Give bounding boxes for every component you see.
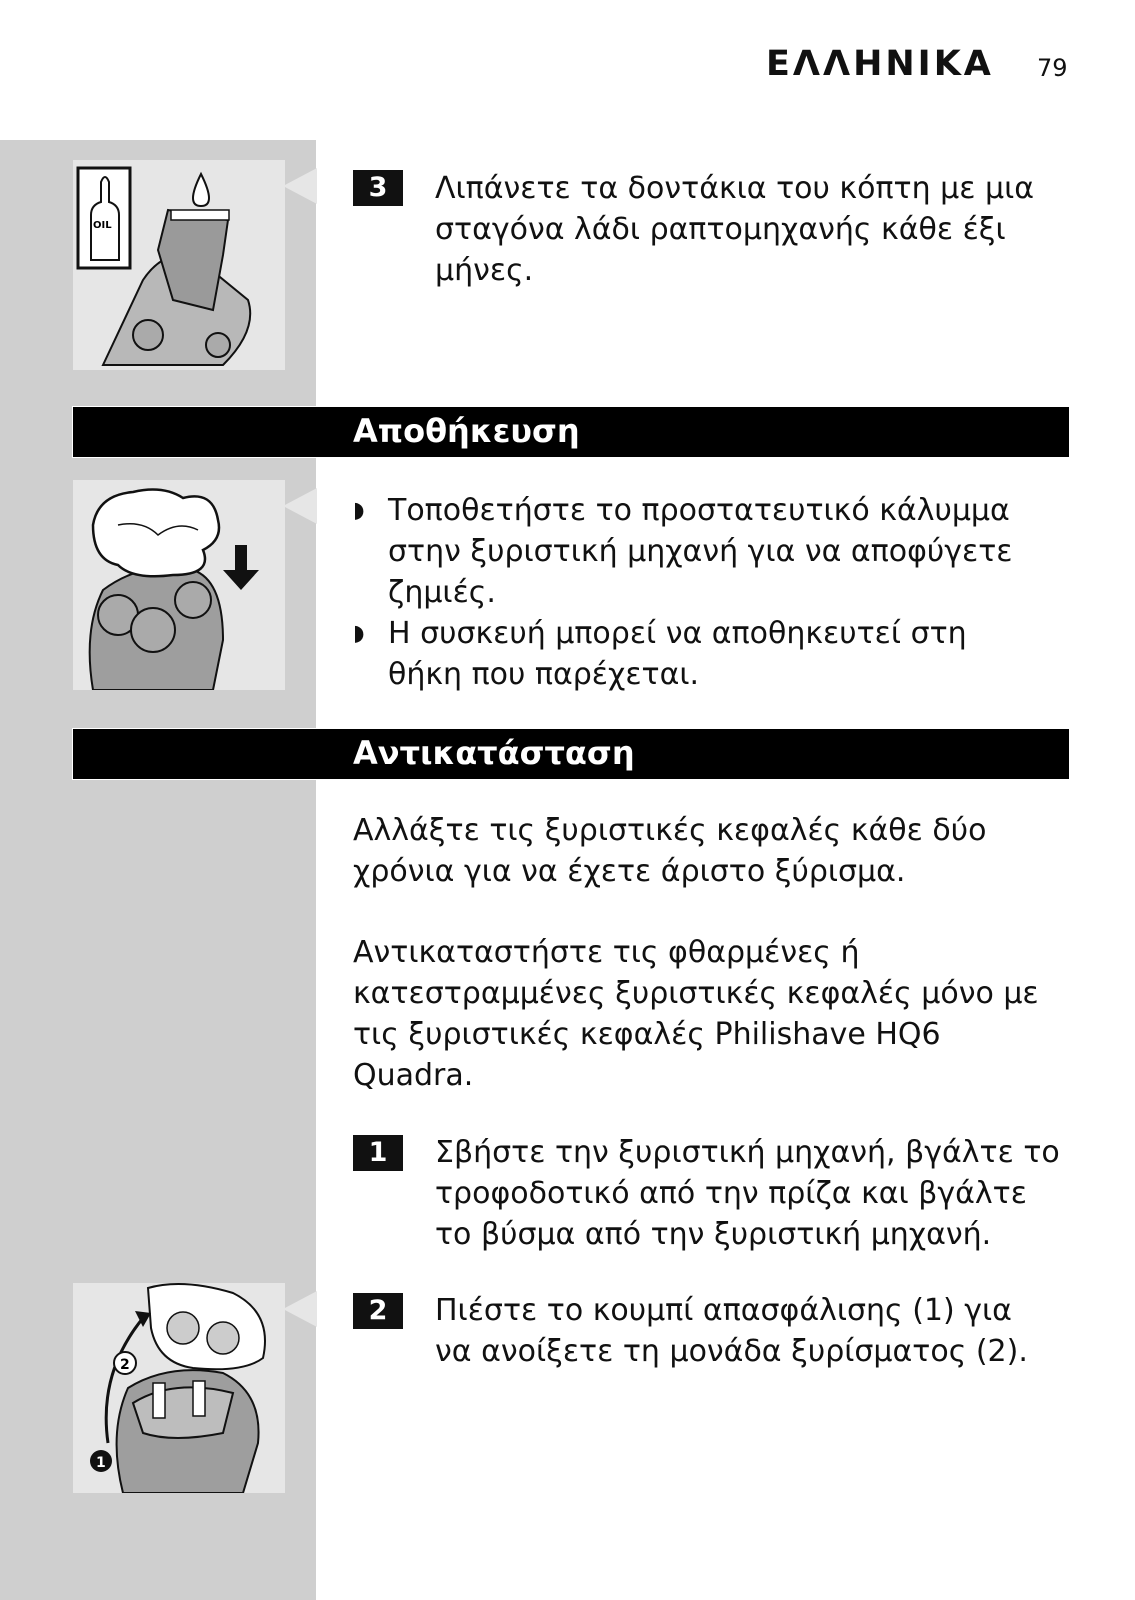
replacement-paragraph-1: [353, 810, 986, 892]
bullet-icon: ◗: [353, 621, 365, 646]
bullet-icon: ◗: [353, 498, 365, 523]
down-arrow-icon: [223, 545, 259, 590]
protective-cap-illustration: [73, 480, 285, 690]
replacement-step1-text: [435, 1132, 1060, 1255]
storage-title: Αποθήκευση: [353, 412, 580, 450]
text-line: Quadra.: [353, 1058, 474, 1093]
text-line: μήνες.: [435, 253, 534, 288]
text-line: κατεστραμμένες ξυριστικές κεφαλές μόνο με: [353, 976, 1039, 1011]
replacement-paragraph-2: [353, 932, 1039, 1096]
replacement-heading-bar: [72, 728, 1070, 780]
text-line: Αλλάξτε τις ξυριστικές κεφαλές κάθε δύο: [353, 813, 987, 848]
storage-heading-bar: [72, 406, 1070, 458]
text-line: στην ξυριστική μηχανή για να αποφύγετε: [388, 534, 1013, 569]
text-line: ζημιές.: [388, 575, 496, 610]
storage-bullet-1: [388, 490, 1013, 613]
callout-pointer: [283, 1291, 317, 1327]
step-badge-3: 3: [353, 170, 403, 206]
callout-pointer: [283, 488, 317, 524]
replacement-step2-text: [435, 1290, 1028, 1372]
language-header: ΕΛΛΗΝΙΚΑ: [766, 44, 994, 84]
oil-trimmer-illustration: [73, 160, 285, 370]
text-line: σταγόνα λάδι ραπτομηχανής κάθε έξι: [435, 212, 1006, 247]
oil-label: OIL: [93, 220, 112, 231]
text-line: Τοποθετήστε το προστατευτικό κάλυμμα: [388, 493, 1010, 528]
text-line: Πιέστε το κουμπί απασφάλισης (1) για: [435, 1293, 1012, 1328]
callout-pointer: [283, 168, 317, 204]
text-line: τροφοδοτικό από την πρίζα και βγάλτε: [435, 1176, 1027, 1211]
callout-label-2: 2: [120, 1357, 130, 1373]
step-badge-1: 1: [353, 1135, 403, 1171]
text-line: Λιπάνετε τα δοντάκια του κόπτη με μια: [435, 171, 1034, 206]
text-line: τις ξυριστικές κεφαλές Philishave HQ6: [353, 1017, 941, 1052]
text-line: να ανοίξετε τη μονάδα ξυρίσματος (2).: [435, 1334, 1028, 1369]
replacement-title: Αντικατάσταση: [353, 734, 635, 772]
page-number: 79: [1037, 54, 1068, 82]
text-line: χρόνια για να έχετε άριστο ξύρισμα.: [353, 854, 906, 889]
step3-text: [435, 168, 1034, 291]
text-line: Σβήστε την ξυριστική μηχανή, βγάλτε το: [435, 1135, 1060, 1170]
text-line: το βύσμα από την ξυριστική μηχανή.: [435, 1217, 992, 1252]
text-line: Αντικαταστήστε τις φθαρμένες ή: [353, 935, 860, 970]
callout-label-1: 1: [96, 1455, 106, 1471]
storage-bullet-2: [388, 613, 967, 695]
text-line: Η συσκευή μπορεί να αποθηκευτεί στη: [388, 616, 967, 651]
open-shaving-unit-illustration: [73, 1283, 285, 1493]
text-line: θήκη που παρέχεται.: [388, 657, 700, 692]
step-badge-2: 2: [353, 1293, 403, 1329]
